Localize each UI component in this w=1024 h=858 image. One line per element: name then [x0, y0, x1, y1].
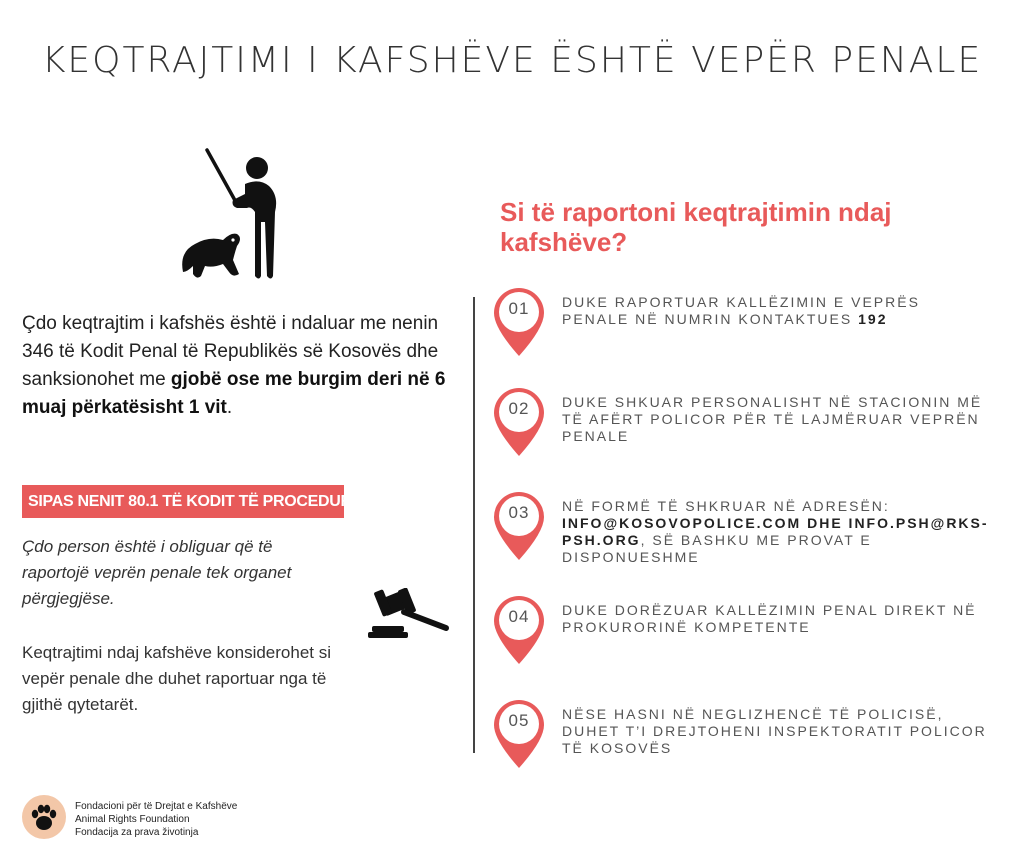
- step-number: 02: [508, 399, 530, 418]
- map-pin-icon: [492, 286, 546, 358]
- step-number: 04: [508, 607, 530, 626]
- intro-text: Çdo keqtrajtim i kafshës është i ndaluar me nenin 346 të Kodit Penal të Republikës së Kosovës dhe sanksionohet me: [22, 313, 439, 390]
- step-text: NËSE HASNI NË NEGLIZHENCË TË POLICISË, DUHET T’I DREJTOHENI INSPEKTORATIT POLICOR TË KOSOVËS: [562, 706, 987, 756]
- step-text: DUKE SHKUAR PERSONALISHT NË STACIONIN MË TË AFËRT POLICOR PËR TË LAJMËRUAR VEPRËN PENALE: [562, 394, 983, 444]
- step-number: 03: [508, 503, 530, 522]
- report-heading: Si të raportoni keqtrajtimin ndaj kafshëve?: [500, 197, 892, 257]
- step-number: 05: [508, 711, 530, 730]
- step-text: DUKE RAPORTUAR KALLËZIMIN E VEPRËS PENALE NË NUMRIN KONTAKTUES 192: [562, 294, 920, 327]
- foundation-name-en: Animal Rights Foundation: [75, 814, 190, 825]
- foundation-logo: [22, 795, 66, 839]
- gavel-icon: [368, 588, 450, 640]
- intro-end: .: [226, 397, 233, 418]
- foundation-name-sq: Fondacioni për të Drejtat e Kafshëve: [75, 801, 238, 812]
- step-number: 01: [508, 299, 530, 318]
- article-banner: SIPAS NENIT 80.1 TË KODIT TË PROCEDURËS PENALE: [22, 485, 344, 518]
- page-title: KEQTRAJTIMI I KAFSHËVE ËSHTË VEPËR PENALE: [41, 40, 983, 81]
- step-text: NË FORMË TË SHKRUAR NË ADRESËN: INFO@KOSOVOPOLICE.COM DHE INFO.PSH@RKS-PSH.ORG, SË BASHKU ME PROVAT E DISPONUESHME: [562, 498, 989, 565]
- map-pin-icon: [492, 698, 546, 770]
- step-text: DUKE DORËZUAR KALLËZIMIN PENAL DIREKT NË PROKURORINË KOMPETENTE: [562, 602, 977, 635]
- foundation-name-sr: Fondacija za prava životinja: [75, 827, 199, 838]
- map-pin-icon: [492, 490, 546, 562]
- foundation-name: [75, 800, 237, 839]
- map-pin-icon: [492, 386, 546, 458]
- vertical-divider: [473, 297, 475, 753]
- paw-print-icon: [22, 795, 66, 839]
- obligation-note: Çdo person është i obliguar që të raportojë veprën penale tek organet përgjegjëse.: [22, 537, 292, 608]
- intro-penalty: gjobë ose me burgim deri në 6 muaj përkatësisht 1 vit: [22, 369, 446, 418]
- map-pin-icon: [492, 594, 546, 666]
- person-with-stick-beating-dog-icon: [175, 148, 300, 283]
- intro-paragraph: [22, 310, 452, 422]
- closing-paragraph: Keqtrajtimi ndaj kafshëve konsiderohet si vepër penale dhe duhet raportuar nga të gjithë qytetarët.: [22, 643, 331, 714]
